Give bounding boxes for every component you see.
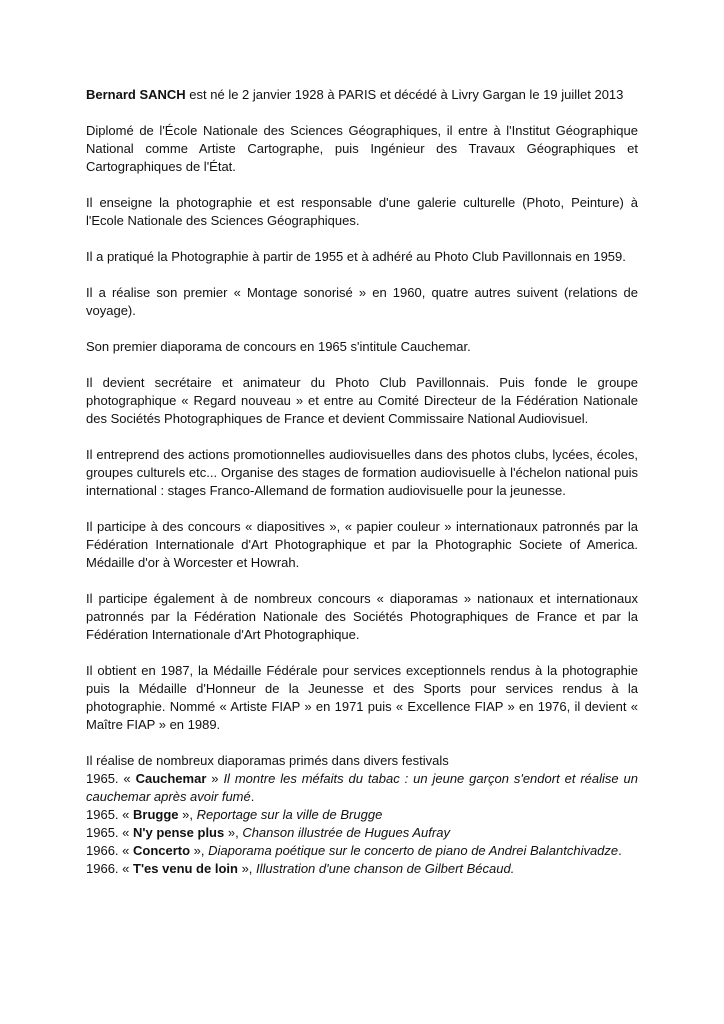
diaporama-contests-paragraph: Il participe également à de nombreux concours « diaporamas » nationaux et internationaux patronnés par la Fédération Nationale des Sociétés Photographiques de France et par la Fédération Internationale d'Art Photographique. (86, 591, 638, 642)
work-title: Brugge (133, 807, 179, 822)
list-item (86, 824, 638, 842)
list-item (86, 860, 638, 878)
club-roles-paragraph: Il devient secrétaire et animateur du Photo Club Pavillonnais. Puis fonde le groupe photographique « Regard nouveau » et entre au Comité Directeur de la Fédération Nationale des Sociétés Photographiques de France et devient Commissaire National Audiovisuel. (86, 375, 638, 426)
work-description: Diaporama poétique sur le concerto de piano de Andrei Balantchivadze (208, 843, 619, 858)
document-page (86, 86, 638, 878)
education-paragraph: Diplomé de l'École Nationale des Sciences Géographiques, il entre à l'Institut Géographique National comme Artiste Cartographe, puis Ingénieur des Travaux Géographiques et Cartographiques de l'État. (86, 123, 638, 174)
work-separator: » (206, 771, 224, 786)
work-description: Reportage sur la ville de Brugge (196, 807, 383, 822)
work-description: Chanson illustrée de Hugues Aufray (242, 825, 450, 840)
work-end: . (250, 789, 255, 804)
work-title: T'es venu de loin (133, 861, 238, 876)
first-diaporama-paragraph: Son premier diaporama de concours en 1965 s'intitule Cauchemar. (86, 339, 471, 354)
list-item (86, 770, 638, 806)
work-description: Il montre les méfaits du tabac : un jeune garçon s'endort et réalise un cauchemar après avoir fumé (86, 771, 638, 804)
list-item (86, 842, 638, 860)
works-list (86, 752, 638, 878)
awards-paragraph: Il obtient en 1987, la Médaille Fédérale pour services exceptionnels rendus à la photographie puis la Médaille d'Honneur de la Jeunesse et des Sports pour services rendus à la photographie. Nommé « Artiste FIAP » en 1971 puis « Excellence FIAP » en 1976, il devient « Maître FIAP » en 1989. (86, 663, 638, 732)
photography-start-paragraph: Il a pratiqué la Photographie à partir de 1955 et à adhéré au Photo Club Pavillonnais en 1959. (86, 249, 626, 264)
work-year: 1965. « (86, 771, 136, 786)
person-name: Bernard SANCH (86, 87, 186, 102)
contests-paragraph: Il participe à des concours « diapositives », « papier couleur » internationaux patronnés par la Fédération Internationale d'Art Photographique et par la Photographic Societe of America. Médaille d'or à Worcester et Howrah. (86, 519, 638, 570)
work-year: 1965. « (86, 807, 133, 822)
teaching-paragraph: Il enseigne la photographie et est responsable d'une galerie culturelle (Photo, Peinture) à l'Ecole Nationale des Sciences Géographiques. (86, 195, 638, 228)
work-year: 1966. « (86, 861, 133, 876)
work-description: Illustration d'une chanson de Gilbert Bécaud. (256, 861, 515, 876)
work-year: 1965. « (86, 825, 133, 840)
work-year: 1966. « (86, 843, 133, 858)
work-title: Cauchemar (135, 771, 207, 786)
work-separator: », (178, 807, 197, 822)
work-separator: », (237, 861, 257, 876)
intro-paragraph (86, 86, 638, 104)
work-end: . (618, 843, 622, 858)
work-title: N'y pense plus (133, 825, 225, 840)
work-title: Concerto (133, 843, 191, 858)
montage-paragraph: Il a réalise son premier « Montage sonorisé » en 1960, quatre autres suivent (relations de voyage). (86, 285, 638, 318)
promotion-paragraph: Il entreprend des actions promotionnelles audiovisuelles dans des photos clubs, lycées, écoles, groupes culturels etc... Organise des stages de formation audiovisuelle à l'échelon national puis international : stages Franco-Allemand de formation audiovisuelle pour la jeunesse. (86, 447, 638, 498)
works-list-intro: Il réalise de nombreux diaporamas primés dans divers festivals (86, 753, 449, 768)
list-item (86, 806, 638, 824)
birth-death-text: est né le 2 janvier 1928 à PARIS et décédé à Livry Gargan le 19 juillet 2013 (185, 87, 624, 102)
work-separator: », (190, 843, 209, 858)
work-separator: », (224, 825, 243, 840)
